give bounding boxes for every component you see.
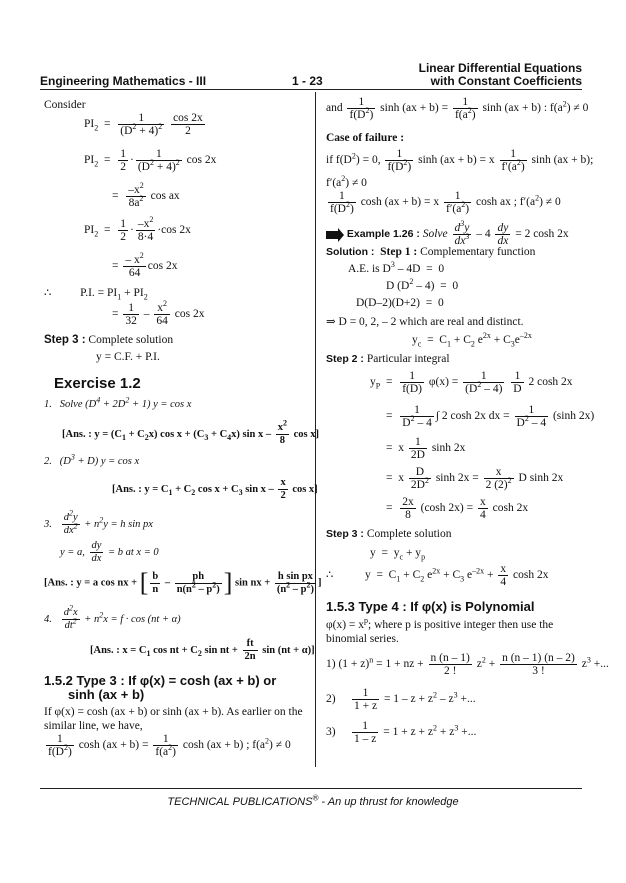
exercise-ans3: [Ans. : y = a cos nx + [ $\frac{b}{n}$ – $\frac{ph}{n(n^2 - p^2)}$ ] sin nx + $\frac{\text{h sin px}}{(n^2 - p^2)}$ ] bbox=[44, 568, 322, 597]
type3-equation: $\frac{1}{f(D^2)}$ cosh (ax + b) = $\frac{1}{f(a^2)}$ cosh (ax + b) ; $f(a^2) \ne 0$ bbox=[48, 733, 291, 758]
step3-right: Step 3 : Complete solution bbox=[326, 528, 452, 540]
ae-eq-2: D $(D^2 - 4) = 0$ bbox=[386, 277, 459, 292]
exercise-ans4: [Ans. : $x = C_1$ cos nt + $C_2$ sin nt + $\frac{ft}{2n}$ sin (nt + α)] bbox=[90, 638, 315, 662]
header-right-line2: with Constant Coefficients bbox=[430, 74, 582, 88]
equation-pi-final: = $\frac{1}{32}$ – $\frac{x^2}{64}$ cos 2x bbox=[112, 299, 205, 327]
ae-eq-1: A.E. is $D^3 - 4D = 0$ bbox=[348, 260, 445, 275]
equation-pi2-a: $PI_2$ = $\frac{1}{(D^2 + 4)^2}$ $\frac{\cos 2x}{2}$ bbox=[84, 112, 203, 137]
header-rule bbox=[40, 89, 582, 90]
exercise-ans2: [Ans. : $y = C_1 + C_2$ $\cos x + C_3$ sin x – $\frac{x}{2}$ cos x] bbox=[112, 477, 318, 501]
failure-eq-3: $\frac{1}{f(D^2)}$ cosh (ax + b) = x $\frac{1}{f'(a^2)}$ cosh ax ; $f'(a^2) \ne 0$ bbox=[330, 190, 561, 215]
step2: Step 2 : Particular integral bbox=[326, 353, 450, 365]
series-1: 1) $(1 + z)^n = 1$ + nz + $\frac{n (n - 1)}{2 !}$ $z^2$ + $\frac{n (n - 1) (n - 2)}{3 !}$ $z^3$ +... bbox=[326, 652, 609, 677]
yc-eq: $y_c = C_1 + C_2$ $e^{2x} + C_3e^{-2x}$ bbox=[412, 331, 532, 349]
exercise-q1: 1. Solve $(D^4 + 2D^2 + 1) y = \cos x$ bbox=[44, 395, 192, 410]
case-of-failure: Case of failure : bbox=[326, 132, 405, 144]
solution-step1: Solution : Step 1 : Complementary function bbox=[326, 246, 536, 258]
type3-sinh-eq: and $\frac{1}{f(D^2)}$ sinh (ax + b) = $\frac{1}{f(a^2)}$ sinh (ax + b) : $f(a^2) \ne 0$ bbox=[326, 96, 589, 121]
type3-title-2: sinh (ax + b) bbox=[68, 687, 145, 702]
equation-pi2-d: $PI_2$ = $\frac{1}{2}$ · $\frac{-x^2}{8\cdot 4}$ ·cos 2x bbox=[84, 215, 191, 243]
roots-text: ⇒ D = 0, 2, – 2 which are real and distinct. bbox=[326, 316, 524, 328]
failure-eq-2: $f'(a^2) \ne 0$ bbox=[326, 174, 367, 189]
type4-para-2: binomial series. bbox=[326, 633, 399, 645]
series-2: 2) $\frac{1}{1 + z}$ = $1 - z + z^2 - z^3$ +... bbox=[326, 687, 476, 712]
type3-title-1: 1.5.2 Type 3 : If φ(x) = cosh (ax + b) or bbox=[44, 673, 277, 688]
step3-left: Step 3 : Complete solution bbox=[44, 334, 174, 346]
exercise-q2: 2. $(D^3 + D) y = \cos x$ bbox=[44, 452, 140, 467]
exercise-title: Exercise 1.2 bbox=[54, 375, 141, 392]
type4-para-1: $\varphi(x) = x^p$; where p is positive integer then use the bbox=[326, 616, 554, 631]
yp-eq-1: $y_P$ = $\frac{1}{f(D)}$ φ(x) = $\frac{1}{(D^2 - 4)}$ $\frac{1}{D}$ 2 cosh 2x bbox=[370, 370, 573, 395]
ae-eq-3: D(D–2)(D+2) = 0 bbox=[356, 297, 444, 309]
arrow-icon bbox=[326, 231, 344, 239]
type3-para-2: similar line, we have, bbox=[44, 720, 143, 732]
footer: TECHNICAL PUBLICATIONS® - An up thrust for knowledge bbox=[167, 793, 459, 808]
y-eq-1: $y = y_c + y_p$ bbox=[370, 547, 426, 562]
header-left: Engineering Mathematics - III bbox=[40, 74, 207, 88]
yp-eq-2: = $\frac{1}{D^2 - 4}$ ∫ 2 cosh 2x dx = $\frac{1}{D^2 - 4}$ (sinh 2x) bbox=[386, 404, 595, 429]
y-eq-2: ∴ $y = C_1 + C_2$ $e^{2x} + C_3$ $e^{-2x}$ + $\frac{x}{4}$ cosh 2x bbox=[326, 563, 549, 588]
exercise-q3-cond: y = a, $\frac{dy}{dx}$ = b at x = 0 bbox=[60, 540, 159, 564]
equation-pi2-b: $PI_2$ = $\frac{1}{2}$ · $\frac{1}{(D^2 + 4)^2}$ cos 2x bbox=[84, 148, 217, 173]
header-right-line1: Linear Differential Equations bbox=[418, 61, 582, 75]
complete-solution-left: y = C.F. + P.I. bbox=[96, 351, 160, 363]
consider-text: Consider bbox=[44, 99, 86, 111]
equation-pi2-e: = $\frac{- x^2}{64}$ cos 2x bbox=[112, 251, 178, 279]
yp-eq-4: = x $\frac{D}{2D^2}$ sinh 2x = $\frac{x}{2 (2)^2}$ D sinh 2x bbox=[386, 466, 564, 491]
exercise-q4: 4. $\frac{d^2x}{dt^2}$ + $n^2x = f \cdot \cos (nt + \alpha)$ bbox=[44, 603, 181, 631]
footer-rule bbox=[40, 788, 582, 789]
exercise-ans1: [Ans. : $y = (C_1 + C_2x)$ $\cos x + (C_3 + C_4x)$ sin x – $\frac{x^2}{8}$ cos x] bbox=[62, 418, 320, 446]
type4-title: 1.5.3 Type 4 : If φ(x) is Polynomial bbox=[326, 599, 535, 614]
yp-eq-3: = x $\frac{1}{2D}$ sinh 2x bbox=[386, 436, 466, 461]
failure-eq-1: if $f(D^2) = 0$, $\frac{1}{f(D^2)}$ sinh (ax + b) = x $\frac{1}{f'(a^2)}$ sinh (ax + b); bbox=[326, 148, 594, 173]
example-1-26: Example 1.26 : Solve $\frac{d^3y}{dx^3}$ – 4 $\frac{dy}{dx}$ = 2 cosh 2x bbox=[326, 222, 569, 247]
series-3: 3) $\frac{1}{1 - z}$ = $1 + z + z^2 + z^3$ +... bbox=[326, 720, 477, 745]
yp-eq-5: = $\frac{2x}{8}$ (cosh 2x) = $\frac{x}{4}$ cosh 2x bbox=[386, 496, 529, 521]
exercise-q3: 3. $\frac{d^2y}{dx^2}$ + $n^2y = h$ sin px bbox=[44, 508, 153, 536]
equation-pi-total: ∴ P.I. = $PI_1 + PI_2$ bbox=[44, 287, 148, 302]
equation-pi2-c: = $\frac{-x^2}{8a^2}$ cos ax bbox=[112, 181, 180, 209]
type3-para-1: If φ(x) = cosh (ax + b) or sinh (ax + b). As earlier on the bbox=[44, 706, 303, 718]
page-number: 1 - 23 bbox=[292, 74, 323, 88]
